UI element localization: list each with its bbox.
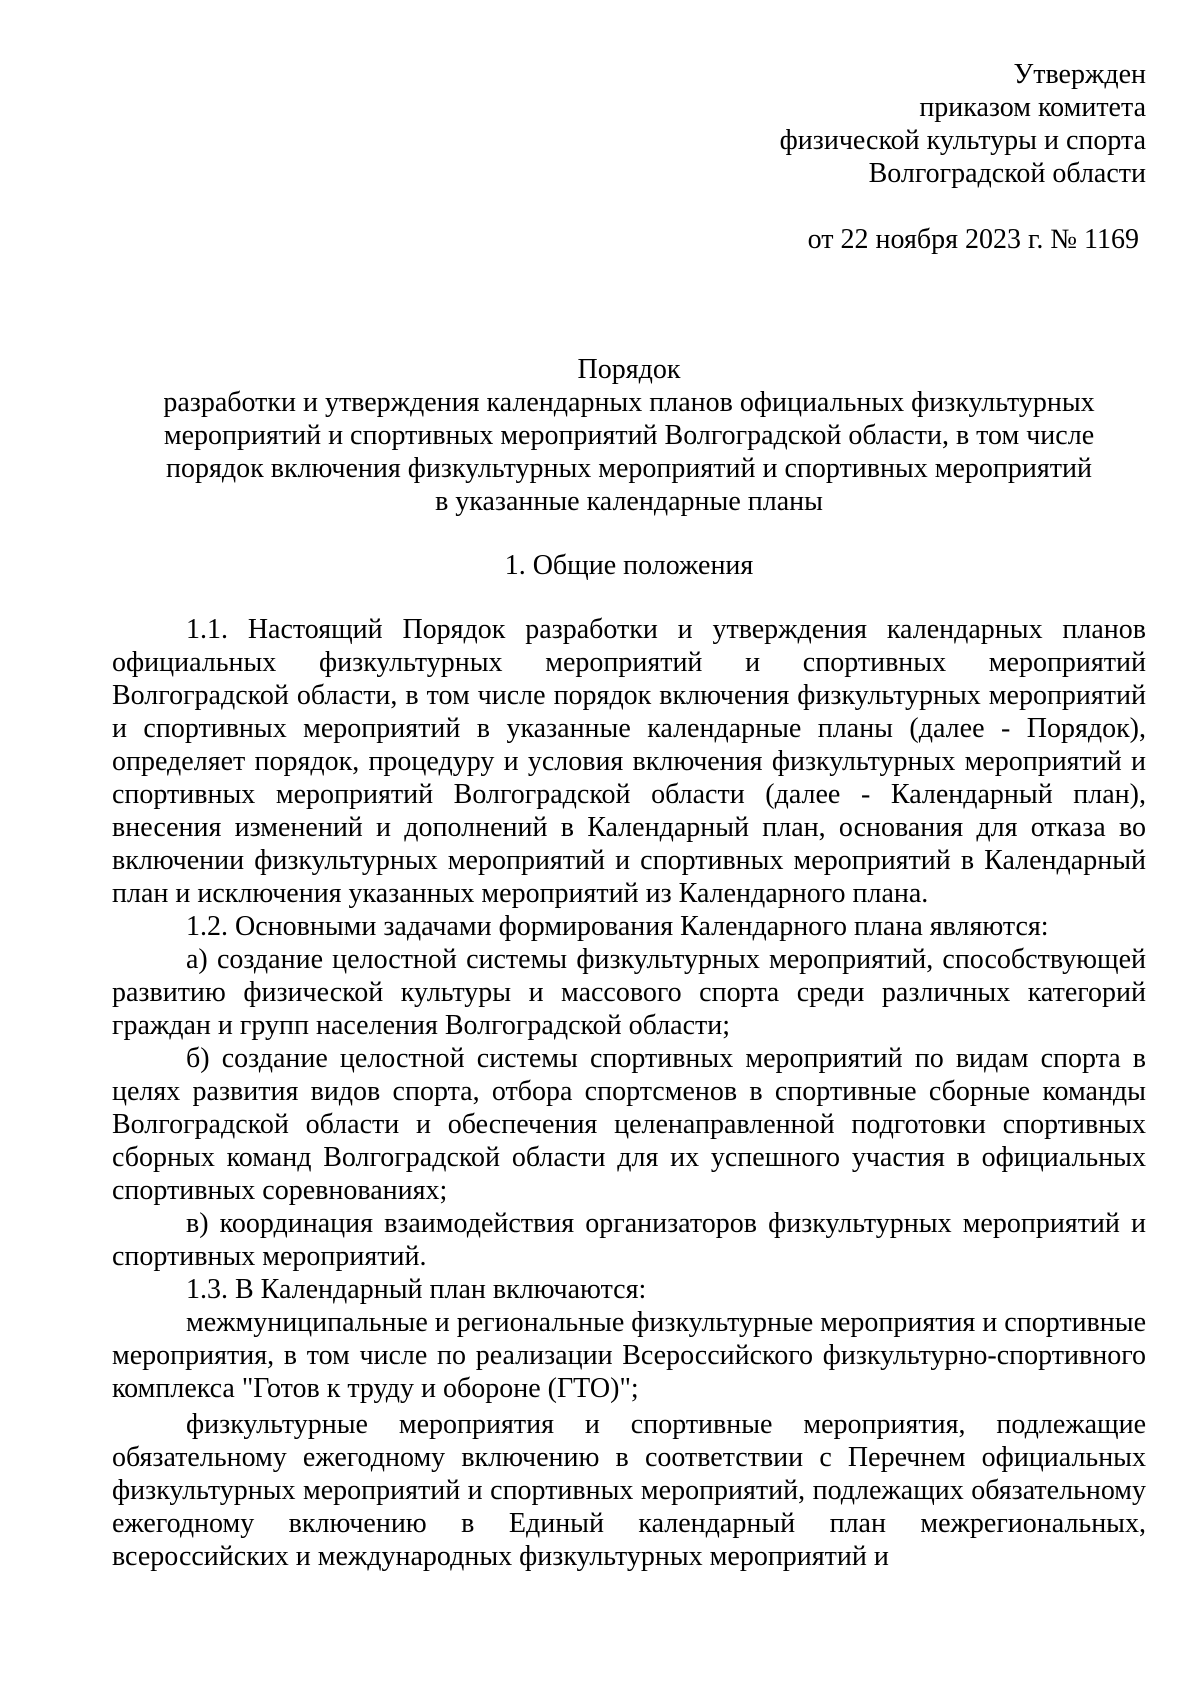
approval-date: от 22 ноября 2023 г. № 1169 — [807, 224, 1139, 255]
paragraph-1-2-b: б) создание целостной системы спортивных мероприятий по видам спорта в целях развития видов спорта, отбора спортсменов в спортивные сборные команды Волгоградской области и обеспечения целенаправленной подготовки спортивных сборных команд Волгоградской области для их успешного участия в официальных спортивных соревнованиях; — [112, 1043, 1146, 1206]
paragraph-1-2: 1.2. Основными задачами формирования Календарного плана являются: — [186, 911, 1049, 942]
approval-stamp — [780, 58, 1146, 256]
paragraph-1-2-a: а) создание целостной системы физкультурных мероприятий, способствующей развитию физической культуры и массового спорта среди различных категорий граждан и групп населения Волгоградской области; — [112, 944, 1146, 1041]
paragraph-1-3-b: физкультурные мероприятия и спортивные мероприятия, подлежащие обязательному ежегодному включению в соответствии с Перечнем официальных физкультурных мероприятий и спортивных мероприятий, подлежащих обязательному ежегодному включению в Единый календарный план межрегиональных, всероссийских и международных физкультурных мероприятий и — [112, 1409, 1146, 1572]
section-heading: 1. Общие положения — [504, 550, 754, 581]
document-title — [112, 353, 1146, 518]
approval-line-4: Волгоградской области — [868, 158, 1146, 189]
document-body — [112, 613, 1146, 1573]
paragraph-1-2-c: в) координация взаимодействия организаторов физкультурных мероприятий и спортивных мероприятий. — [112, 1208, 1146, 1272]
title-line-5: в указанные календарные планы — [435, 486, 823, 517]
paragraph-1-3: 1.3. В Календарный план включаются: — [186, 1274, 647, 1305]
approval-line-3: физической культуры и спорта — [779, 125, 1146, 156]
paragraph-1-3-a: межмуниципальные и региональные физкультурные мероприятия и спортивные мероприятия, в том числе по реализации Всероссийского физкультурно-спортивного комплекса "Готов к труду и обороне (ГТО)"; — [112, 1307, 1146, 1404]
approval-line-1: Утвержден — [1013, 59, 1146, 90]
title-line-1: Порядок — [577, 354, 681, 385]
title-line-4: порядок включения физкультурных мероприятий и спортивных мероприятий — [166, 453, 1092, 484]
title-line-2: разработки и утверждения календарных планов официальных физкультурных — [163, 387, 1095, 418]
title-line-3: мероприятий и спортивных мероприятий Волгоградской области, в том числе — [163, 420, 1095, 451]
paragraph-1-1: 1.1. Настоящий Порядок разработки и утверждения календарных планов официальных физкультурных мероприятий и спортивных мероприятий Волгоградской области, в том числе порядок включения физкультурных мероприятий и спортивных мероприятий в указанные календарные планы (далее - Порядок), определяет порядок, процедуру и условия включения физкультурных мероприятий и спортивных мероприятий Волгоградской области (далее - Календарный план), внесения изменений и дополнений в Календарный план, основания для отказа во включении физкультурных мероприятий и спортивных мероприятий в Календарный план и исключения указанных мероприятий из Календарного плана. — [112, 614, 1146, 909]
approval-line-2: приказом комитета — [919, 92, 1146, 123]
